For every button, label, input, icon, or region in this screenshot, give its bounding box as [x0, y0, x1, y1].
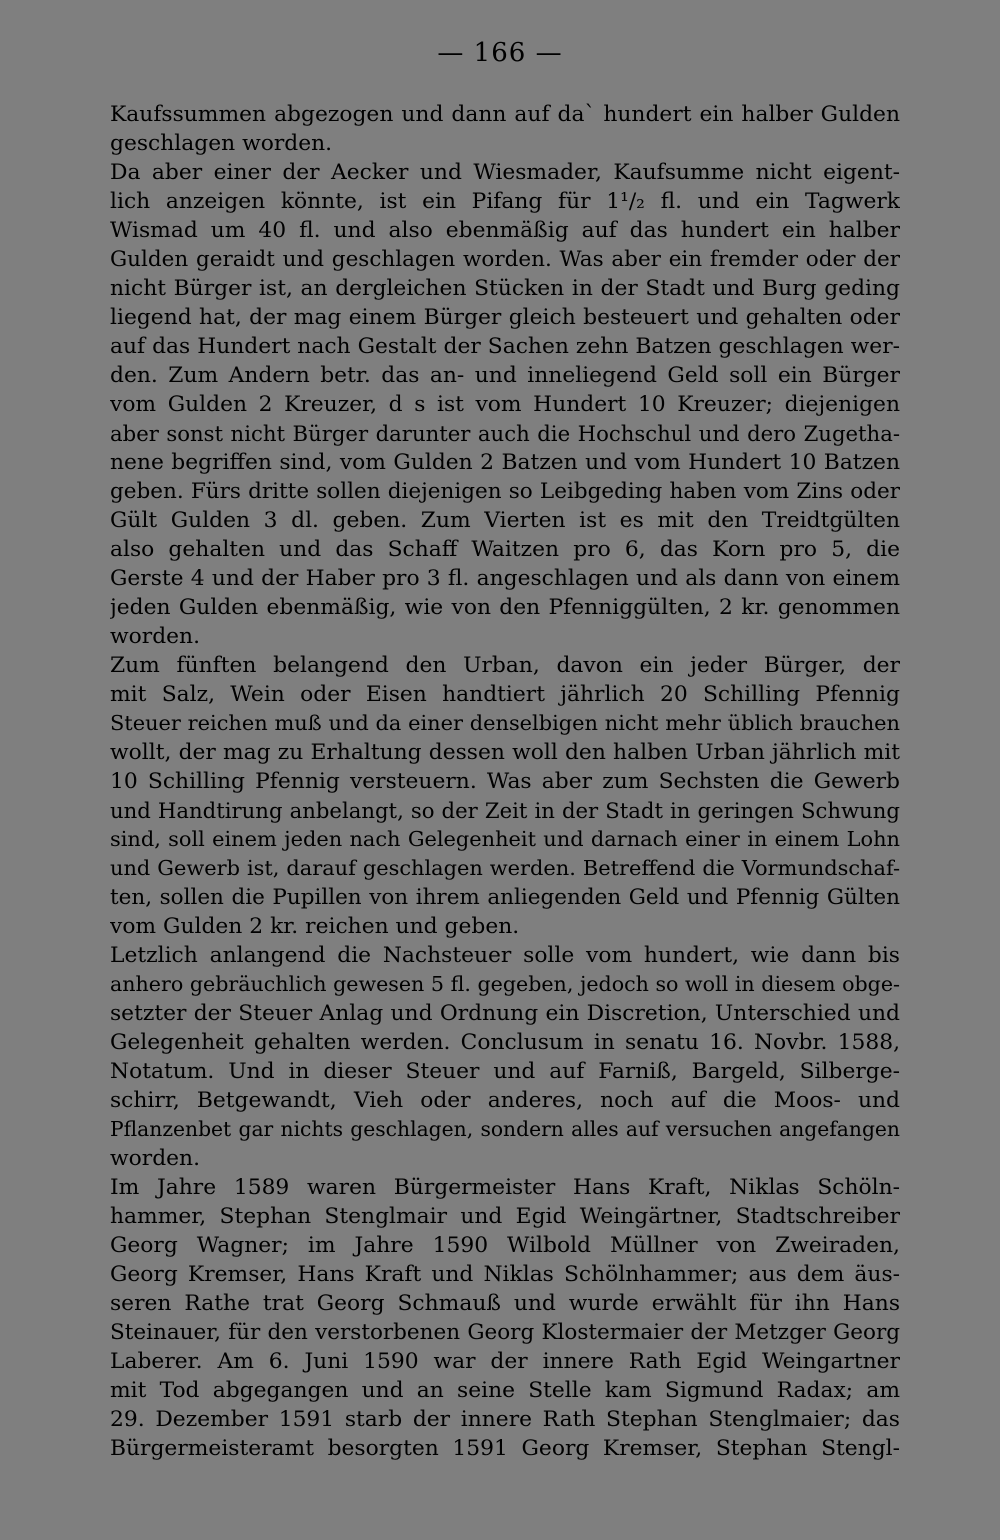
- text-line: den. Zum Andern betr. das an- und inneliegend Geld soll ein Bürger: [110, 363, 900, 388]
- text-line: wollt, der mag zu Erhaltung dessen woll den halben Urban jährlich mit: [110, 740, 900, 765]
- text-line: seren Rathe trat Georg Schmauß und wurde erwählt für ihn Hans: [110, 1291, 900, 1316]
- text-line: Gulden geraidt und geschlagen worden. Was aber ein fremder oder der: [110, 247, 900, 272]
- text-line: ten, sollen die Pupillen von ihrem anliegenden Geld und Pfennig Gülten: [110, 885, 900, 910]
- text-line: Notatum. Und in dieser Steuer und auf Farniß, Bargeld, Silberge-: [110, 1059, 900, 1084]
- text-line: Gelegenheit gehalten werden. Conclusum in senatu 16. Novbr. 1588,: [110, 1030, 900, 1055]
- text-line: setzter der Steuer Anlag und Ordnung ein Discretion, Unterschied und: [110, 1001, 900, 1026]
- text-line: Georg Kremser, Hans Kraft und Niklas Schölnhammer; aus dem äus-: [110, 1262, 900, 1287]
- text-line: auf das Hundert nach Gestalt der Sachen zehn Batzen geschlagen wer-: [110, 334, 900, 359]
- text-line: lich anzeigen könnte, ist ein Pifang für 1¹/₂ fl. und ein Tagwerk: [110, 189, 900, 214]
- text-line: sind, soll einem jeden nach Gelegenheit und darnach einer in einem Lohn: [110, 827, 900, 851]
- text-line: Georg Wagner; im Jahre 1590 Wilbold Müllner von Zweiraden,: [110, 1233, 900, 1258]
- text-line: Steinauer, für den verstorbenen Georg Klostermaier der Metzger Georg: [110, 1320, 900, 1345]
- text-line: Kaufssummen abgezogen und dann auf da` hundert ein halber Gulden: [110, 102, 900, 127]
- text-line: und Handtirung anbelangt, so der Zeit in der Stadt in geringen Schwung: [110, 798, 900, 823]
- text-line: vom Gulden 2 kr. reichen und geben.: [110, 914, 520, 939]
- text-line: schirr, Betgewandt, Vieh oder anderes, noch auf die Moos- und: [110, 1088, 900, 1113]
- text-line: nene begriffen sind, vom Gulden 2 Batzen und vom Hundert 10 Batzen: [110, 450, 900, 475]
- text-line: Letzlich anlangend die Nachsteuer solle vom hundert, wie dann bis: [110, 943, 900, 968]
- text-line: mit Tod abgegangen und an seine Stelle kam Sigmund Radax; am: [110, 1378, 900, 1403]
- text-line: Gült Gulden 3 dl. geben. Zum Vierten ist es mit den Treidtgülten: [110, 508, 900, 533]
- text-line: Laberer. Am 6. Juni 1590 war der innere Rath Egid Weingartner: [110, 1349, 900, 1374]
- text-line: vom Gulden 2 Kreuzer, d s ist vom Hundert 10 Kreuzer; diejenigen: [110, 392, 900, 417]
- text-line: nicht Bürger ist, an dergleichen Stücken in der Stadt und Burg geding: [110, 276, 900, 301]
- text-line: liegend hat, der mag einem Bürger gleich besteuert und gehalten oder: [110, 305, 900, 330]
- text-line: Steuer reichen muß und da einer denselbigen nicht mehr üblich brauchen: [110, 711, 900, 735]
- text-line: 29. Dezember 1591 starb der innere Rath Stephan Stenglmaier; das: [110, 1407, 900, 1432]
- text-line: anhero gebräuchlich gewesen 5 fl. gegeben, jedoch so woll in diesem obge-: [110, 972, 900, 996]
- text-line: geschlagen worden.: [110, 131, 333, 156]
- text-line: Zum fünften belangend den Urban, davon ein jeder Bürger, der: [110, 653, 900, 678]
- text-line: mit Salz, Wein oder Eisen handtiert jährlich 20 Schilling Pfennig: [110, 682, 900, 707]
- text-line: und Gewerb ist, darauf geschlagen werden. Betreffend die Vormundschaf-: [110, 856, 900, 880]
- text-line: Gerste 4 und der Haber pro 3 fl. angeschlagen und als dann von einem: [110, 566, 900, 591]
- text-line: aber sonst nicht Bürger darunter auch die Hochschul und dero Zugetha-: [110, 421, 900, 446]
- text-line: hammer, Stephan Stenglmair und Egid Weingärtner, Stadtschreiber: [110, 1204, 900, 1229]
- text-line: Pflanzenbet gar nichts geschlagen, sondern alles auf versuchen angefangen: [110, 1117, 900, 1141]
- text-line: geben. Fürs dritte sollen diejenigen so Leibgeding haben vom Zins oder: [110, 479, 900, 504]
- text-line: Da aber einer der Aecker und Wiesmader, Kaufsumme nicht eigent-: [110, 160, 900, 185]
- text-line: worden.: [110, 1146, 201, 1171]
- text-line: Bürgermeisteramt besorgten 1591 Georg Kremser, Stephan Stengl-: [110, 1436, 900, 1461]
- text-line: Im Jahre 1589 waren Bürgermeister Hans Kraft, Niklas Schöln-: [110, 1175, 900, 1200]
- text-line: 10 Schilling Pfennig versteuern. Was aber zum Sechsten die Gewerb: [110, 769, 900, 794]
- text-line: also gehalten und das Schaff Waitzen pro 6, das Korn pro 5, die: [110, 537, 900, 562]
- text-body: [110, 100, 900, 1463]
- text-line: Wismad um 40 fl. und also ebenmäßig auf das hundert ein halber: [110, 218, 900, 243]
- text-line: jeden Gulden ebenmäßig, wie von den Pfenniggülten, 2 kr. genommen: [110, 595, 900, 620]
- text-line: worden.: [110, 624, 201, 649]
- page-number: — 166 —: [437, 38, 563, 68]
